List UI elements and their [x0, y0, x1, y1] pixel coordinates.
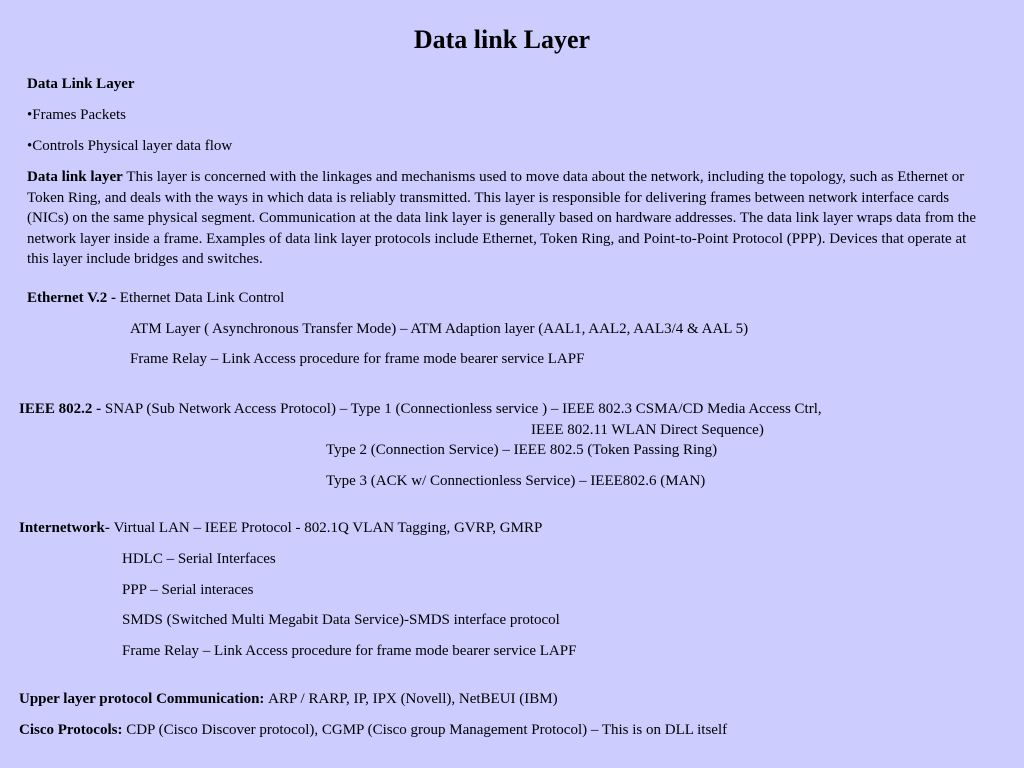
description-paragraph [27, 167, 977, 270]
internetwork-line-1 [19, 518, 542, 538]
internetwork-line-5: Frame Relay – Link Access procedure for frame mode bearer service LAPF [122, 643, 577, 659]
intro-bullet-frames: •Frames Packets [27, 107, 126, 123]
cisco-protocols-line [19, 720, 727, 740]
upper-layer-line [19, 689, 558, 709]
cisco-protocols-text: CDP (Cisco Discover protocol), CGMP (Cisco group Management Protocol) – This is on DLL itself [126, 722, 728, 738]
description-text: This layer is concerned with the linkages and mechanisms used to move data about the network, including the topology, such as Ethernet or Token Ring, and deals with the ways in which data is reliably transmitted. This layer is responsible for delivering frames between network interface cards (NICs) on the same physical segment. Communication at the data link layer is generally based on hardware addresses. The data link layer wraps data from the network layer inside a frame. Examples of data link layer protocols include Ethernet, Token Ring, and Point-to-Point Protocol (PPP). Devices that operate at this layer include bridges and switches. [27, 169, 977, 268]
description-label: Data link layer [27, 169, 123, 185]
ieee-text-1: SNAP (Sub Network Access Protocol) – Type 1 (Connectionless service ) – IEEE 802.3 CSMA/CD Media Access Ctrl, [104, 401, 822, 417]
internetwork-line-4: SMDS (Switched Multi Megabit Data Service)-SMDS interface protocol [122, 612, 560, 628]
page-title: Data link Layer [413, 25, 591, 54]
ieee-label: IEEE 802.2 - [19, 401, 105, 417]
ieee-line-3: Type 3 (ACK w/ Connectionless Service) – IEEE802.6 (MAN) [326, 473, 706, 489]
ethernet-text-1: Ethernet Data Link Control [119, 290, 285, 306]
internetwork-line-3: PPP – Serial interaces [122, 582, 254, 598]
cisco-protocols-label: Cisco Protocols: [19, 722, 127, 738]
ieee-line-1b: IEEE 802.11 WLAN Direct Sequence) [531, 422, 764, 438]
ieee-line-1 [19, 399, 822, 419]
ethernet-line-1 [27, 288, 284, 308]
internetwork-text-1: Virtual LAN – IEEE Protocol - 802.1Q VLAN Tagging, GVRP, GMRP [113, 520, 543, 536]
internetwork-label: Internetwork- [19, 520, 114, 536]
upper-layer-label: Upper layer protocol Communication: [19, 691, 269, 707]
internetwork-line-2: HDLC – Serial Interfaces [122, 551, 276, 567]
ethernet-line-3: Frame Relay – Link Access procedure for frame mode bearer service LAPF [130, 351, 585, 367]
ethernet-label: Ethernet V.2 - [27, 290, 120, 306]
ethernet-line-2: ATM Layer ( Asynchronous Transfer Mode) – ATM Adaption layer (AAL1, AAL2, AAL3/4 & AAL 5) [130, 321, 749, 337]
upper-layer-text: ARP / RARP, IP, IPX (Novell), NetBEUI (IBM) [268, 691, 558, 707]
intro-heading [27, 74, 135, 94]
intro-heading-text: Data Link Layer [27, 76, 135, 92]
intro-bullet-flow: •Controls Physical layer data flow [27, 138, 233, 154]
ieee-line-2: Type 2 (Connection Service) – IEEE 802.5 (Token Passing Ring) [326, 442, 718, 458]
